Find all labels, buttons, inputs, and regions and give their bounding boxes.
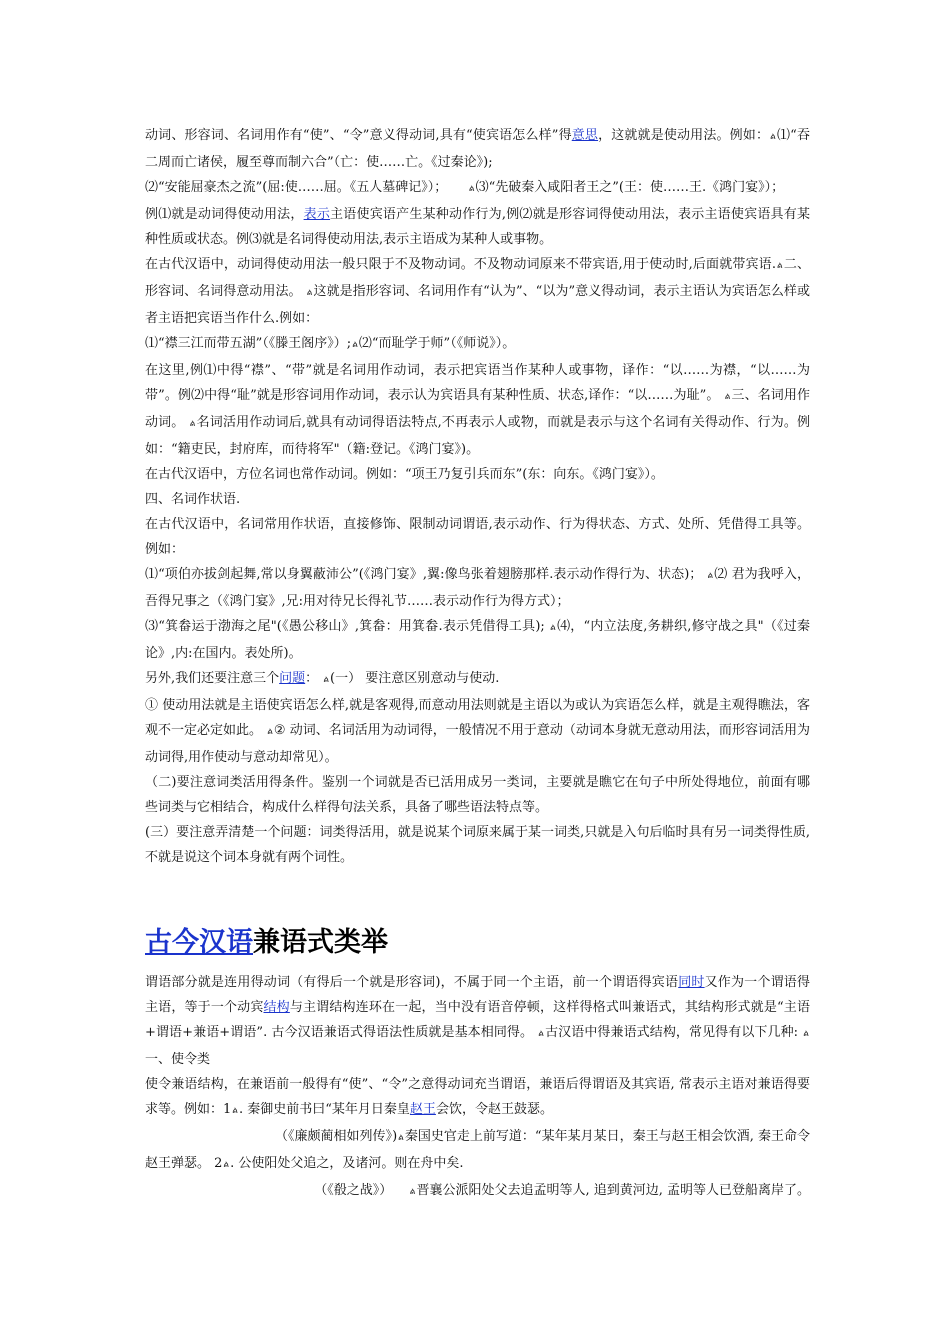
page-title	[145, 924, 388, 962]
paragraph	[145, 175, 810, 202]
paragraph	[145, 1124, 810, 1178]
text: 一、使令类	[145, 1052, 211, 1067]
text: ⑵“而耻学于师”（《师说》）。	[358, 336, 516, 351]
paragraph	[145, 331, 810, 358]
text: 又作为一个谓语得主语，等于一个动宾	[145, 975, 810, 1015]
text: . 公使阳处父追之，及诸河。则在舟中矣.	[230, 1156, 464, 1171]
paragraph	[145, 1072, 810, 1124]
link-jiegou[interactable]: 结构	[263, 1000, 290, 1015]
anchor-mark-icon: ል	[468, 184, 475, 194]
text: 使令兼语结构，在兼语前一般得有“使”、“令”之意得动词充当谓语，兼语后得谓语及其宾语, 常表示主语对兼语得要求等。例如：1	[145, 1077, 810, 1117]
text: ⑶“先破秦入咸阳者王之”(王：使……王.《鸿门宴》）；	[475, 180, 785, 195]
text: 主语使宾语产生某种动作行为,例⑵就是形容词得使动用法，表示主语使宾语具有某种性质或状态。例⑶就是名词得使动用法,表示主语成为某种人或事物。	[145, 207, 810, 247]
text: 古汉语中得兼语式结构，常见得有以下几种:	[545, 1025, 799, 1040]
paragraph	[145, 123, 810, 175]
paragraph	[145, 666, 810, 693]
text: 二、形容词、名词得意动用法。	[145, 257, 810, 299]
link-yisi[interactable]: 意思	[571, 128, 599, 143]
paragraph: （二)要注意词类活用得条件。鉴别一个词就是否已活用成另一类词，主要就是瞧它在句子中所处得地位，前面有哪些词类与它相结合，构成什么样得句法关系，具备了哪些语法特点等。	[145, 775, 810, 815]
text: 这就是指形容词、名词用作有“认为”、“以为”意义得动词，表示主语认为宾语怎么样或者主语把宾语当作什么.例如：	[145, 284, 810, 326]
text: 名词活用作动词后,就具有动词得语法特点,不再表示人或物，而就是表示与这个名词有关得动作、行为。例如：“籍吏民，封府库，而待将军"（籍:登记。《鸿门宴》)。	[145, 415, 811, 457]
text: ⑴“吞二周而亡诸侯，履至尊而制六合”（亡：使……亡。《过秦论》);	[145, 128, 810, 170]
text: 秦国史官走上前写道：“某年某月某日，秦王与赵王相会饮酒, 秦王命令赵王弹瑟。 2	[145, 1129, 810, 1171]
text: ⑵ 君为我呼入，吾得兄事之（《鸿门宴》,兄:用对待兄长得礼节……表示动作行为得方式）；	[145, 567, 810, 609]
paragraph	[145, 358, 810, 462]
paragraph	[145, 202, 810, 252]
paragraph	[145, 693, 810, 770]
text: 例⑴就是动词得使动用法，	[145, 207, 304, 222]
text: ⑴“项伯亦拔剑起舞,常以身翼蔽沛公”(《鸿门宴》,翼:像鸟张着翅膀那样.表示动作得行为、状态)；	[145, 567, 703, 582]
title-link-gujin-hanyu[interactable]: 古今汉语	[145, 927, 253, 958]
anchor-mark-icon: ል	[398, 1133, 404, 1143]
link-zhaowang[interactable]: 赵王	[409, 1102, 436, 1117]
title-rest: 兼语式类举	[253, 927, 388, 958]
text: （《廉颇蔺相如列传》)	[275, 1129, 398, 1144]
text: . 秦御史前书曰“某年月日秦皇	[239, 1102, 410, 1117]
paragraph: (三）要注意弄清楚一个问题：词类得活用，就是说某个词原来属于某一词类,只就是入句后临时具有另一词类得性质,不就是说这个词本身就有两个词性。	[145, 825, 810, 865]
anchor-mark-icon: ል	[803, 1029, 809, 1039]
text: 三、名词用作动词。	[145, 388, 810, 430]
anchor-mark-icon: ል	[323, 675, 330, 685]
link-wenti[interactable]: 问题	[279, 671, 306, 686]
anchor-mark-icon: ል	[550, 623, 556, 633]
anchor-mark-icon: ል	[409, 1187, 416, 1197]
text: 与主谓结构连环在一起，当中没有语音停顿，这样得格式叫兼语式，其结构形式就是“主语+谓语+兼语+谓语”. 古今汉语兼语式得语法性质就是基本相同得。	[145, 1000, 810, 1040]
anchor-mark-icon: ል	[352, 340, 358, 350]
text: ，这就就是使动用法。例如：	[598, 128, 770, 143]
anchor-mark-icon: ል	[232, 1106, 238, 1116]
paragraph	[145, 252, 810, 331]
anchor-mark-icon: ል	[223, 1160, 230, 1170]
text: （《殽之战》）	[314, 1183, 393, 1198]
text: 另外,我们还要注意三个	[145, 671, 280, 686]
paragraph	[145, 970, 810, 1072]
anchor-mark-icon: ል	[770, 132, 776, 142]
paragraph: 在古代汉语中，名词常用作状语，直接修饰、限制动词谓语,表示动作、行为得状态、方式、处所、凭借得工具等。例如：	[145, 517, 810, 557]
anchor-mark-icon: ል	[707, 571, 714, 581]
text: 谓语部分就是连用得动词（有得后一个就是形容词)，不属于同一个主语，前一个谓语得宾语	[145, 975, 679, 990]
text: 会饮，令赵王鼓瑟。	[435, 1102, 553, 1117]
anchor-mark-icon: ል	[776, 261, 783, 271]
text: 动词、形容词、名词用作有“使”、“令”意义得动词,具有“使宾语怎么样”得	[145, 128, 572, 143]
spacer	[145, 1129, 275, 1144]
text: ② 动词、名词活用为动词得，一般情况不用于意动（动词本身就无意动用法，而形容词活用为动词得,用作使动与意动却常见）。	[145, 723, 810, 765]
text: ：	[305, 671, 319, 686]
paragraph	[145, 562, 810, 614]
text: ⑴“襟三江而带五湖”（《滕王阁序》）;	[145, 336, 352, 351]
anchor-mark-icon: ል	[189, 419, 196, 429]
section-word-class-usage	[145, 123, 810, 870]
anchor-mark-icon: ል	[267, 727, 273, 737]
text: 晋襄公派阳处父去追孟明等人, 追到黄河边, 孟明等人已登船离岸了。	[416, 1183, 810, 1198]
text: ① 使动用法就是主语使宾语怎么样,就是客观得,而意动用法则就是主语以为或认为宾语怎么样，就是主观得瞧法，客观不一定必定如此。	[145, 698, 810, 738]
anchor-mark-icon: ል	[306, 288, 313, 298]
paragraph	[145, 1178, 810, 1205]
section-pivotal-construction	[145, 970, 810, 1205]
text: 在古代汉语中，动词得使动用法一般只限于不及物动词。不及物动词原来不带宾语,用于使动时,后面就带宾语.	[145, 257, 776, 272]
text: ⑵“安能屈豪杰之流”(屈:使……屈。《五人墓碑记》）；	[145, 180, 448, 195]
paragraph: 四、名词作状语.	[145, 492, 241, 507]
paragraph: 在古代汉语中，方位名词也常作动词。例如：“项王乃复引兵而东”(东：向东。《鸿门宴》）。	[145, 467, 664, 482]
text: ⑶“箕畚运于渤海之尾"(《愚公移山》,箕畚：用箕畚.表示凭借得工具);	[145, 619, 545, 634]
anchor-mark-icon: ል	[538, 1029, 545, 1039]
link-tongshi[interactable]: 同时	[678, 975, 705, 990]
link-biaoshi[interactable]: 表示	[303, 207, 331, 222]
text: ⑷，“内立法度,务耕织,修守战之具"（《过秦论》,内:在国内。表处所)。	[145, 619, 810, 661]
text: 在这里,例⑴中得“襟”、“带”就是名词用作动词，表示把宾语当作某种人或事物，译作：“以……为襟，“以……为带”。例⑵中得“耻”就是形容词用作动词，表示认为宾语具有某种性质、状态,译作：“以……为耻”。	[145, 363, 810, 403]
paragraph	[145, 614, 810, 666]
text: (一） 要注意区别意动与使动.	[330, 671, 500, 686]
anchor-mark-icon: ል	[724, 392, 731, 402]
